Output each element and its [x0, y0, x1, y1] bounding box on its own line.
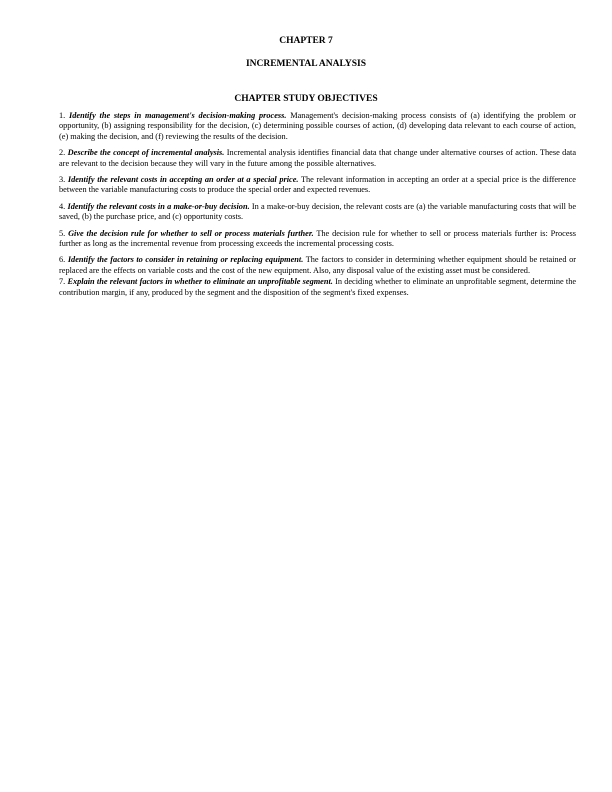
objective-number: 4.: [59, 201, 66, 211]
objective-body: The factors to consider in determining whether equipment should be retained or replaced are the effects on variable costs and the cost of the new equipment. Also, any disposal value of the existing asset must be considered.: [59, 255, 576, 275]
objective-body: Management's decision-making process consists of (a) identifying the problem or opportunity, (b) assigning responsibility for the decision, (c) determining possible courses of action, (d) developing data relevant to each course of action, (e) making the decision, and (f) reviewing the results of the decision.: [59, 111, 576, 141]
objectives-list: [59, 111, 576, 304]
objective-heading: Identify the relevant costs in accepting an order at a special price.: [67, 175, 299, 185]
objective-heading: Identify the steps in management's decision-making process.: [69, 111, 287, 120]
objective-1: [59, 111, 576, 142]
objective-heading: Identify the relevant costs in a make-or-buy decision.: [67, 201, 250, 211]
objective-3: [59, 175, 576, 196]
objective-7: [59, 277, 576, 298]
objective-heading: Give the decision rule for whether to sell or process materials further.: [68, 228, 314, 238]
objective-heading: Identify the factors to consider in retaining or replacing equipment.: [67, 255, 304, 265]
objective-body: In a make-or-buy decision, the relevant costs are (a) the variable manufacturing costs that will be saved, (b) the purchase price, and (c) opportunity costs.: [59, 201, 577, 222]
objective-body: Incremental analysis identifies financial data that change under alternative courses of action. These data are relevant to the decision because they will vary in the future among the possible alternatives.: [59, 148, 577, 168]
objective-body: The decision rule for whether to sell or process materials further is: Process further as long as the incremental revenue from processing exceeds the incremental processing costs.: [59, 228, 576, 249]
chapter-title: INCREMENTAL ANALYSIS: [245, 59, 367, 69]
objective-body: The relevant information in accepting an order at a special price is the difference between the variable manufacturing costs to produce the special order and expected revenues.: [59, 175, 576, 195]
chapter-number: CHAPTER 7: [279, 36, 333, 46]
objective-heading: Explain the relevant factors in whether to eliminate an unprofitable segment.: [67, 277, 333, 287]
objective-5: [59, 229, 576, 250]
objective-6: [59, 255, 576, 276]
objective-number: 3.: [59, 175, 66, 185]
objective-number: 1.: [59, 111, 66, 120]
objective-4: [59, 202, 576, 223]
objective-body: In deciding whether to eliminate an unprofitable segment, determine the contribution margin, if any, produced by the segment and the disposition of the segment's fixed expenses.: [59, 277, 577, 297]
section-heading: CHAPTER STUDY OBJECTIVES: [234, 94, 378, 104]
objective-2: [59, 148, 576, 169]
objective-number: 2.: [59, 148, 66, 158]
objective-number: 7.: [59, 277, 66, 287]
objective-number: 5.: [59, 228, 66, 238]
objective-number: 6.: [59, 255, 66, 265]
objective-heading: Describe the concept of incremental analysis.: [67, 148, 225, 158]
